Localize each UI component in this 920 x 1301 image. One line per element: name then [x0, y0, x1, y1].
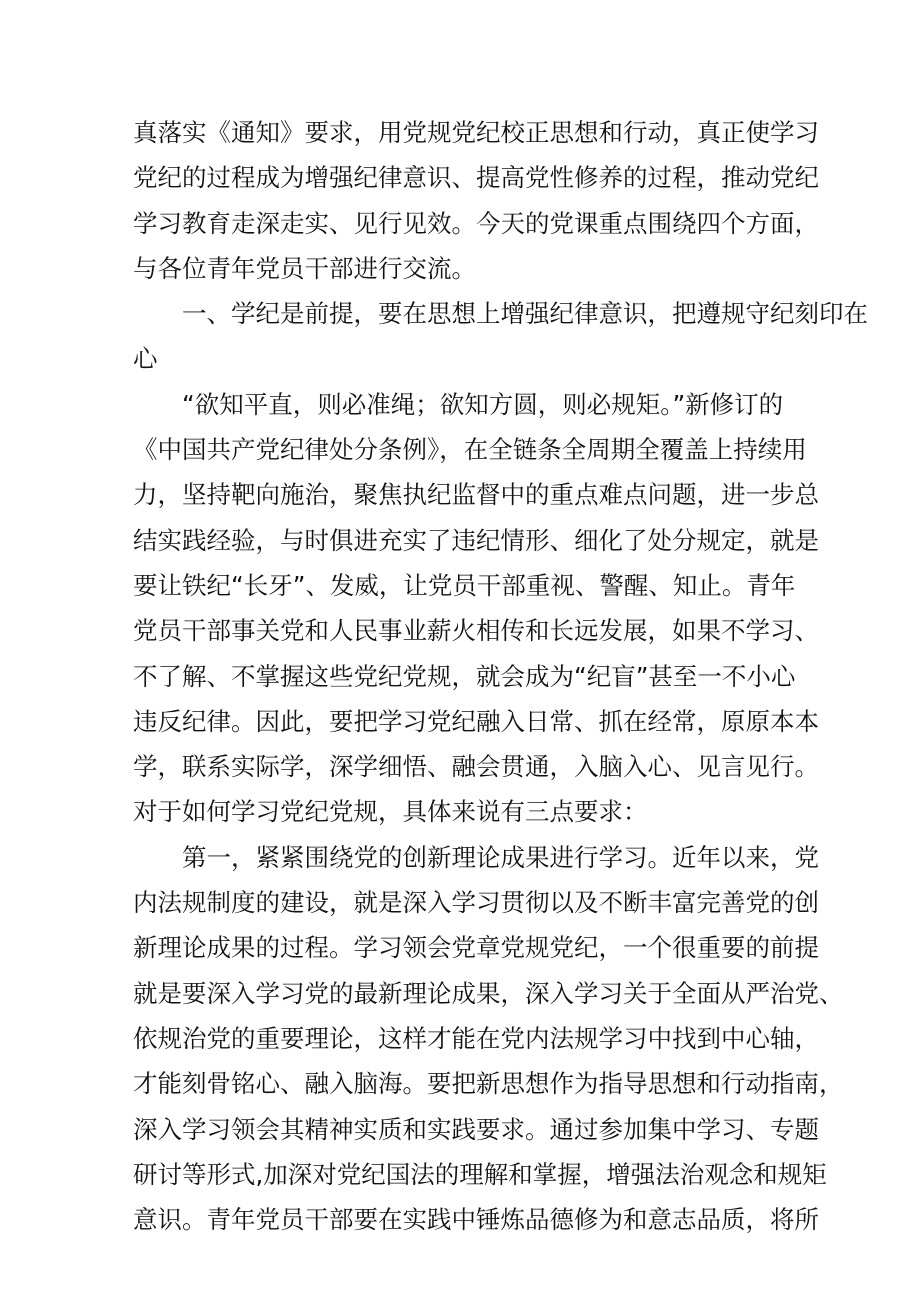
- text-line: 依规治党的重要理论，这样才能在党内法规学习中找到中心轴，: [133, 1023, 819, 1053]
- text-line: 才能刻骨铭心、融入脑海。要把新思想作为指导思想和行动指南，: [133, 1069, 844, 1099]
- text-line: 力，坚持靶向施治，聚焦执纪监督中的重点难点问题，进一步总: [133, 480, 819, 510]
- text-line: “欲知平直，则必准绳；欲知方圆，则必规矩。”新修订的: [133, 389, 784, 419]
- text-line: 学习教育走深走实、见行见效。今天的党课重点围绕四个方面，: [133, 208, 819, 238]
- text-line: 与各位青年党员干部进行交流。: [133, 253, 476, 283]
- text-line: 结实践经验，与时俱进充实了违纪情形、细化了处分规定，就是: [133, 525, 819, 555]
- text-line: 学，联系实际学，深学细悟、融会贯通，入脑入心、见言见行。: [133, 752, 819, 782]
- text-line: 研讨等形式,加深对党纪国法的理解和掌握，增强法治观念和规矩: [133, 1159, 827, 1189]
- section-heading: 一、学纪是前提，要在思想上增强纪律意识，把遵规守纪刻印在: [133, 299, 868, 329]
- body-text: [133, 110, 868, 1242]
- text-line: 违反纪律。因此，要把学习党纪融入日常、抓在经常，原原本本: [133, 706, 819, 736]
- text-line: 要让铁纪“长牙”、发威，让党员干部重视、警醒、知止。青年: [133, 570, 796, 600]
- text-line: 真落实《通知》要求，用党规党纪校正思想和行动，真正使学习: [133, 118, 819, 147]
- text-line: 《中国共产党纪律处分条例》，在全链条全周期全覆盖上持续用: [133, 435, 807, 465]
- text-line: 党纪的过程成为增强纪律意识、提高党性修养的过程，推动党纪: [133, 163, 819, 193]
- text-line: 深入学习领会其精神实质和实践要求。通过参加集中学习、专题: [133, 1114, 819, 1144]
- text-line: 就是要深入学习党的最新理论成果，深入学习关于全面从严治党、: [133, 978, 844, 1008]
- text-line: 内法规制度的建设，就是深入学习贯彻以及不断丰富完善党的创: [133, 888, 819, 918]
- text-line: 意识。青年党员干部要在实践中锤炼品德修为和意志品质，将所: [133, 1205, 819, 1235]
- text-line: 新理论成果的过程。学习领会党章党规党纪，一个很重要的前提: [133, 933, 819, 963]
- text-line: 第一，紧紧围绕党的创新理论成果进行学习。近年以来，党: [133, 842, 819, 872]
- text-line: 不了解、不掌握这些党纪党规，就会成为“纪盲”甚至一不小心: [133, 661, 796, 691]
- text-line: 党员干部事关党和人民事业薪火相传和长远发展，如果不学习、: [133, 616, 819, 646]
- section-heading: 心: [133, 344, 158, 374]
- text-line: 对于如何学习党纪党规，具体来说有三点要求：: [133, 797, 648, 827]
